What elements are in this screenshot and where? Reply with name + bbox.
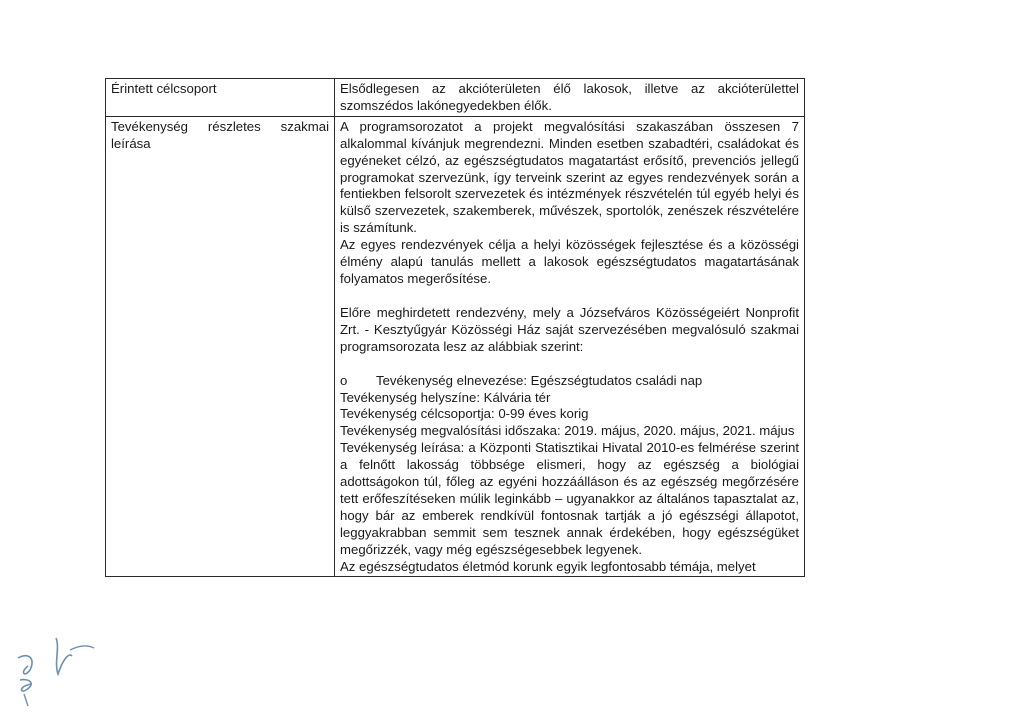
target-group-paragraph: Elsődlegesen az akcióterületen élő lakosok, illetve az akcióterülettel szomszédos lakónegyedekben élők. bbox=[340, 81, 799, 113]
activity-description-cell bbox=[335, 116, 805, 577]
activity-place: Tevékenység helyszíne: Kálvária tér bbox=[340, 389, 551, 405]
goal-paragraph: Az egyes rendezvények célja a helyi közösségek fejlesztése és a közösségi élmény alapú tanulás mellett a lakosok egészségtudatos magatartásának folyamatos megerősítése. bbox=[340, 237, 799, 286]
target-group-label: Érintett célcsoport bbox=[106, 79, 335, 117]
activity-description-label: Tevékenység részletes szakmai leírása bbox=[106, 116, 335, 577]
blank-line bbox=[340, 356, 799, 373]
program-paragraph: Előre meghirdetett rendezvény, mely a Józsefváros Közösségeiért Nonprofit Zrt. - Kesztyűgyár Közösségi Ház saját szervezésében megvalósuló szakmai programsorozata lesz az alábbiak szerint: bbox=[340, 304, 799, 354]
intro-paragraph: A programsorozatot a projekt megvalósítási szakaszában összesen 7 alkalommal kívánjuk megrendezni. Minden esetben szabadtéri, családokat és egyéneket célzó, az egészségtudatos magatartást erősítő, prevenciós jellegű programokat szervezünk, így terveink szerint az egyes rendezvények során a fentiekben felsorolt szervezetek és intézmények részvételén túl egyéb helyi és külső szervezetek, szakemberek, művészek, sportolók, zenészek részvételére is számítunk. bbox=[340, 118, 799, 236]
table-row bbox=[106, 116, 805, 577]
document-table bbox=[105, 78, 805, 577]
activity-name: Tevékenység elnevezése: Egészségtudatos családi nap bbox=[376, 372, 703, 388]
last-line: Az egészségtudatos életmód korunk egyik legfontosabb témája, melyet bbox=[340, 558, 756, 574]
activity-name-line bbox=[340, 373, 799, 390]
table-row bbox=[106, 79, 805, 117]
activity-target: Tevékenység célcsoportja: 0-99 éves korig bbox=[340, 406, 589, 422]
blank-line bbox=[340, 288, 799, 305]
bullet-marker: o bbox=[340, 372, 348, 388]
handwritten-signature bbox=[10, 628, 100, 708]
activity-period: Tevékenység megvalósítási időszaka: 2019. május, 2020. május, 2021. május bbox=[340, 423, 795, 439]
activity-description: Tevékenység leírása: a Központi Statisztikai Hivatal 2010-es felmérése szerint a felnőtt lakosság többsége elismeri, hogy az egészség a biológiai adottságokon túl, főleg az egyéni hozzáálláson és az egészség megőrzésére tett erőfeszítéseken múlik leginkább – ugyanakkor az általános tapasztalat az, hogy bár az emberek rendkívül fontosnak tartják a jó egészségi állapotot, leggyakrabban semmit sem tesznek annak érdekében, hogy egészségüket megőrizzék, vagy még egészségesebbek legyenek. bbox=[340, 440, 799, 557]
target-group-text bbox=[335, 79, 805, 117]
